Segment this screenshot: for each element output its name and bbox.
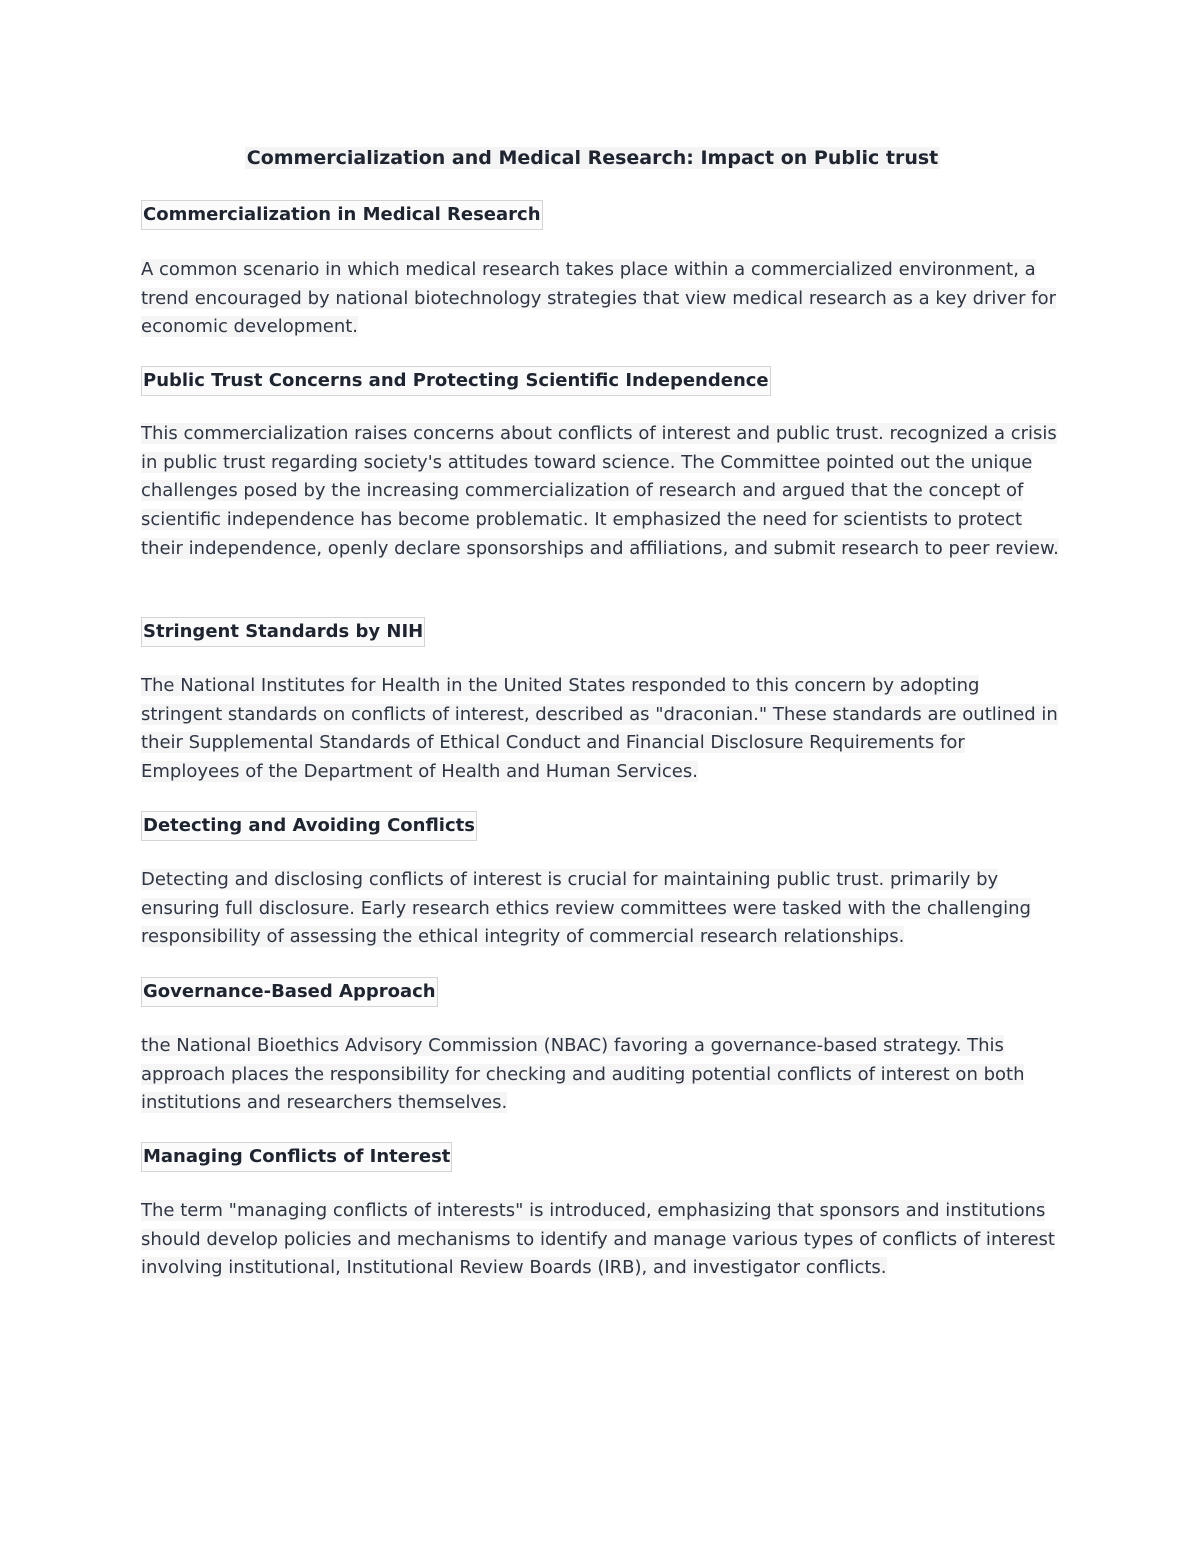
section-body-text: Detecting and disclosing conflicts of interest is crucial for maintaining public trust. primarily by ensuring full disclosure. Early research ethics review committees were tasked with the challenging responsibility of assessing the ethical integrity of commercial research relationships. xyxy=(141,869,1031,948)
section-body-commercialization xyxy=(141,256,1066,342)
section-body-nih-standards xyxy=(141,672,1066,787)
section-body-text: A common scenario in which medical research takes place within a commercialized environment, a trend encouraged by national biotechnology strategies that view medical research as a key driver for economic development. xyxy=(141,259,1057,338)
section-heading-governance: Governance-Based Approach xyxy=(141,977,438,1007)
section-heading-nih-standards: Stringent Standards by NIH xyxy=(141,617,425,647)
document-title-text: Commercialization and Medical Research: Impact on Public trust xyxy=(246,147,939,169)
section-body-governance xyxy=(141,1032,1066,1118)
section-body-public-trust xyxy=(141,420,1066,564)
section-body-text: This commercialization raises concerns about conflicts of interest and public trust. recognized a crisis in public trust regarding society's attitudes toward science. The Committee pointed out the unique challenges posed by the increasing commercialization of research and argued that the concept of scientific independence has become problematic. It emphasized the need for scientists to protect their independence, openly declare sponsorships and affiliations, and submit research to peer review. xyxy=(141,423,1059,559)
section-heading-public-trust: Public Trust Concerns and Protecting Scientific Independence xyxy=(141,366,771,396)
section-body-detecting-conflicts xyxy=(141,866,1066,952)
section-heading-detecting-conflicts: Detecting and Avoiding Conflicts xyxy=(141,811,477,841)
section-body-managing-conflicts xyxy=(141,1197,1066,1283)
section-heading-commercialization: Commercialization in Medical Research xyxy=(141,200,543,230)
section-heading-managing-conflicts: Managing Conflicts of Interest xyxy=(141,1142,452,1172)
section-body-text: The National Institutes for Health in the United States responded to this concern by adopting stringent standards on conflicts of interest, described as "draconian." These standards are outlined in their Supplemental Standards of Ethical Conduct and Financial Disclosure Requirements for Employees of the Department of Health and Human Services. xyxy=(141,675,1058,783)
section-body-text: The term "managing conflicts of interests" is introduced, emphasizing that sponsors and institutions should develop policies and mechanisms to identify and manage various types of conflicts of interest involving institutional, Institutional Review Boards (IRB), and investigator conflicts. xyxy=(141,1200,1055,1279)
document-title xyxy=(0,144,1185,172)
section-body-text: the National Bioethics Advisory Commission (NBAC) favoring a governance-based strategy. This approach places the responsibility for checking and auditing potential conflicts of interest on both institutions and researchers themselves. xyxy=(141,1035,1025,1114)
